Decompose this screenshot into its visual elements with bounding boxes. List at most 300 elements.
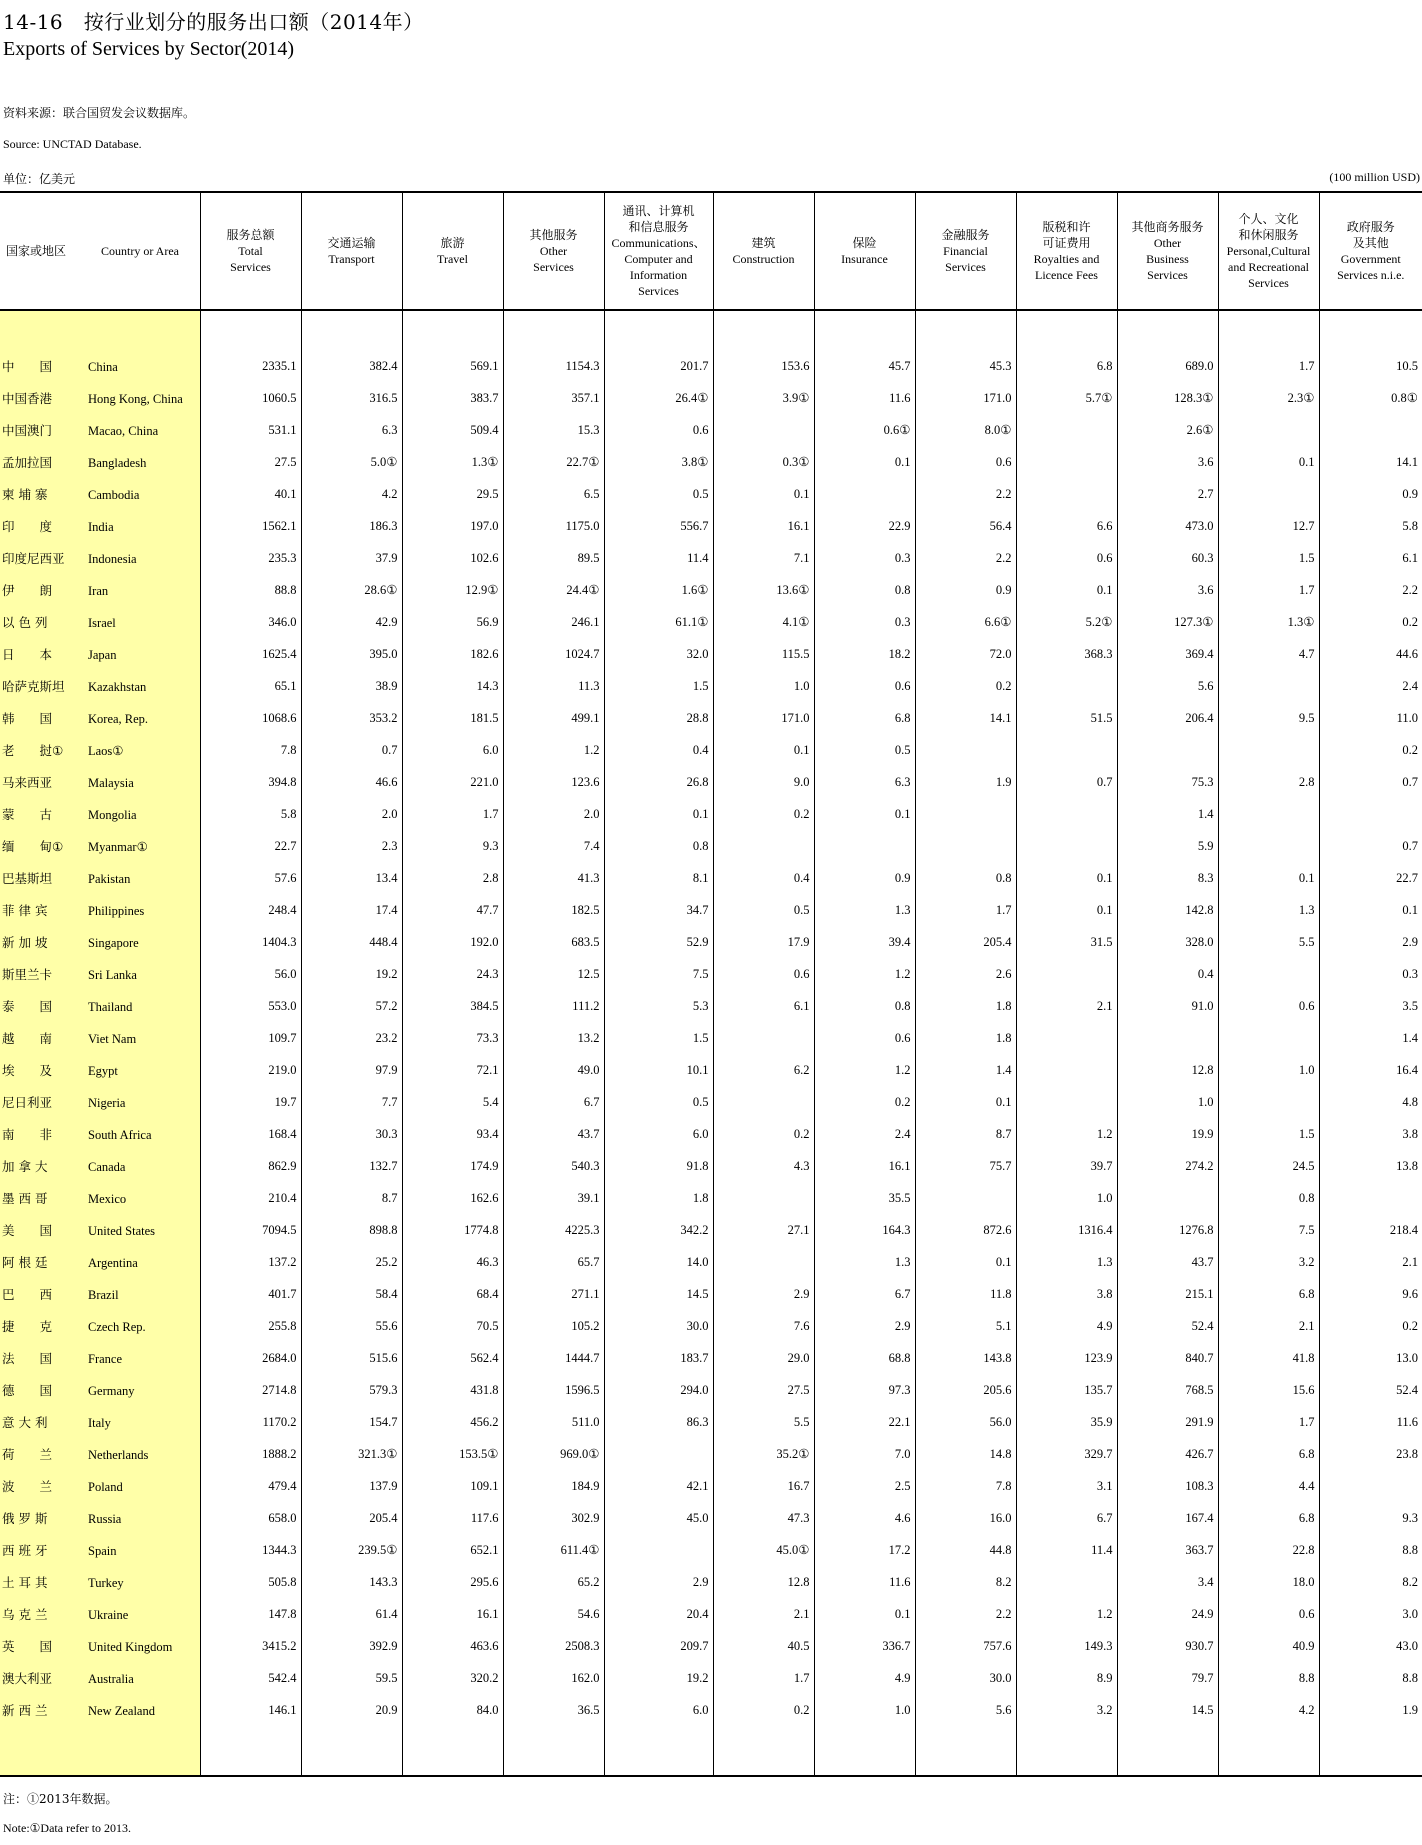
country-name-cn: 哈萨克斯坦 — [2, 679, 65, 694]
value-cell — [1016, 1086, 1117, 1118]
column-header-line: Total — [238, 244, 263, 258]
value-cell: 1444.7 — [503, 1342, 604, 1374]
value-cell: 1.2 — [1016, 1118, 1117, 1150]
value-cell: 12.8 — [1117, 1054, 1218, 1086]
value-cell: 7.0 — [814, 1438, 915, 1470]
value-cell — [604, 310, 713, 350]
value-cell: 1.3 — [1016, 1246, 1117, 1278]
value-cell: 448.4 — [301, 926, 402, 958]
value-cell: 0.2 — [713, 1694, 814, 1726]
value-cell: 20.4 — [604, 1598, 713, 1630]
value-cell: 22.1 — [814, 1406, 915, 1438]
country-name-en: New Zealand — [88, 1704, 155, 1718]
country-name-en: Philippines — [88, 904, 145, 918]
value-cell: 0.8 — [604, 830, 713, 862]
country-name-en: China — [88, 360, 118, 374]
value-cell: 14.8 — [915, 1438, 1016, 1470]
table-row — [0, 510, 1422, 542]
value-cell: 1.2 — [1016, 1598, 1117, 1630]
country-name-cn: 柬 埔 寨 — [2, 487, 48, 502]
table-row — [0, 574, 1422, 606]
value-cell: 1154.3 — [503, 350, 604, 382]
column-header — [604, 192, 713, 310]
country-name-cn: 中国澳门 — [2, 423, 53, 438]
value-cell: 392.9 — [301, 1630, 402, 1662]
country-cell — [0, 1054, 200, 1086]
value-cell: 5.7① — [1016, 382, 1117, 414]
value-cell: 109.1 — [402, 1470, 503, 1502]
value-cell: 39.4 — [814, 926, 915, 958]
value-cell: 1.0 — [1218, 1054, 1319, 1086]
value-cell — [1117, 734, 1218, 766]
value-cell: 1774.8 — [402, 1214, 503, 1246]
value-cell — [1218, 1726, 1319, 1776]
value-cell: 2.8 — [402, 862, 503, 894]
country-cell — [0, 638, 200, 670]
value-cell: 6.5 — [503, 478, 604, 510]
country-cell — [0, 606, 200, 638]
value-cell: 35.9 — [1016, 1406, 1117, 1438]
value-cell: 183.7 — [604, 1342, 713, 1374]
value-cell: 40.1 — [200, 478, 301, 510]
value-cell: 184.9 — [503, 1470, 604, 1502]
value-cell: 291.9 — [1117, 1406, 1218, 1438]
value-cell: 0.2 — [1319, 1310, 1422, 1342]
value-cell: 2.5 — [814, 1470, 915, 1502]
value-cell: 42.9 — [301, 606, 402, 638]
value-cell: 68.4 — [402, 1278, 503, 1310]
country-cell — [0, 894, 200, 926]
value-cell: 51.5 — [1016, 702, 1117, 734]
value-cell: 1596.5 — [503, 1374, 604, 1406]
value-cell — [1218, 958, 1319, 990]
value-cell: 2684.0 — [200, 1342, 301, 1374]
value-cell: 5.3 — [604, 990, 713, 1022]
value-cell: 58.4 — [301, 1278, 402, 1310]
column-header-line: Licence Fees — [1035, 268, 1098, 282]
value-cell: 19.7 — [200, 1086, 301, 1118]
country-name-en: Egypt — [88, 1064, 118, 1078]
value-cell: 5.9 — [1117, 830, 1218, 862]
value-cell: 1316.4 — [1016, 1214, 1117, 1246]
country-cell — [0, 862, 200, 894]
country-cell — [0, 446, 200, 478]
value-cell: 18.2 — [814, 638, 915, 670]
value-cell: 9.3 — [1319, 1502, 1422, 1534]
value-cell: 22.7 — [1319, 862, 1422, 894]
value-cell: 0.6 — [604, 414, 713, 446]
value-cell: 164.3 — [814, 1214, 915, 1246]
value-cell: 1.7 — [1218, 350, 1319, 382]
value-cell: 579.3 — [301, 1374, 402, 1406]
value-cell: 28.6① — [301, 574, 402, 606]
value-cell: 111.2 — [503, 990, 604, 1022]
country-name-cn: 波 兰 — [2, 1479, 53, 1494]
value-cell — [604, 1534, 713, 1566]
table-row — [0, 990, 1422, 1022]
country-name-cn: 新 加 坡 — [2, 935, 48, 950]
value-cell: 1024.7 — [503, 638, 604, 670]
value-cell: 14.0 — [604, 1246, 713, 1278]
page-title-cn — [3, 6, 424, 35]
column-header-line: 政府服务 — [1346, 220, 1395, 234]
value-cell: 255.8 — [200, 1310, 301, 1342]
value-cell: 16.1 — [814, 1150, 915, 1182]
table-row — [0, 1662, 1422, 1694]
value-cell: 302.9 — [503, 1502, 604, 1534]
value-cell: 40.9 — [1218, 1630, 1319, 1662]
country-name-en: Canada — [88, 1160, 126, 1174]
value-cell: 47.3 — [713, 1502, 814, 1534]
value-cell: 0.5 — [814, 734, 915, 766]
table-row — [0, 702, 1422, 734]
value-cell: 0.5 — [604, 478, 713, 510]
table-row — [0, 1214, 1422, 1246]
value-cell: 4.6 — [814, 1502, 915, 1534]
value-cell: 61.1① — [604, 606, 713, 638]
value-cell: 174.9 — [402, 1150, 503, 1182]
value-cell: 0.7 — [1016, 766, 1117, 798]
value-cell: 3.4 — [1117, 1566, 1218, 1598]
country-name-cn: 印 度 — [2, 519, 53, 534]
country-name-cn: 中 国 — [2, 359, 53, 374]
value-cell: 1.0 — [713, 670, 814, 702]
value-cell: 221.0 — [402, 766, 503, 798]
value-cell: 142.8 — [1117, 894, 1218, 926]
value-cell: 8.0① — [915, 414, 1016, 446]
value-cell: 17.2 — [814, 1534, 915, 1566]
value-cell: 499.1 — [503, 702, 604, 734]
column-header-line: 个人、文化 — [1238, 212, 1299, 226]
value-cell: 0.2 — [713, 1118, 814, 1150]
column-header-line: 版税和许 — [1042, 220, 1091, 234]
value-cell: 6.0 — [604, 1118, 713, 1150]
country-name-cn: 巴基斯坦 — [2, 871, 53, 886]
value-cell: 109.7 — [200, 1022, 301, 1054]
value-cell: 0.3 — [1319, 958, 1422, 990]
value-cell — [402, 310, 503, 350]
value-cell: 102.6 — [402, 542, 503, 574]
value-cell: 1.5 — [604, 670, 713, 702]
value-cell: 205.4 — [915, 926, 1016, 958]
value-cell: 11.4 — [1016, 1534, 1117, 1566]
country-name-en: Spain — [88, 1544, 117, 1558]
table-row — [0, 446, 1422, 478]
country-name-en: Laos① — [88, 744, 124, 758]
value-cell: 27.5 — [200, 446, 301, 478]
value-cell: 2.8 — [1218, 766, 1319, 798]
country-cell — [0, 1022, 200, 1054]
page-title-en: Exports of Services by Sector(2014) — [3, 38, 295, 60]
value-cell: 30.0 — [604, 1310, 713, 1342]
value-cell — [915, 310, 1016, 350]
value-cell: 137.9 — [301, 1470, 402, 1502]
value-cell: 4225.3 — [503, 1214, 604, 1246]
value-cell: 463.6 — [402, 1630, 503, 1662]
value-cell: 15.6 — [1218, 1374, 1319, 1406]
value-cell: 3.6 — [1117, 574, 1218, 606]
value-cell: 42.1 — [604, 1470, 713, 1502]
country-name-en: Thailand — [88, 1000, 133, 1014]
value-cell: 97.9 — [301, 1054, 402, 1086]
value-cell: 369.4 — [1117, 638, 1218, 670]
value-cell: 295.6 — [402, 1566, 503, 1598]
value-cell: 426.7 — [1117, 1438, 1218, 1470]
value-cell: 316.5 — [301, 382, 402, 414]
value-cell: 8.2 — [1319, 1566, 1422, 1598]
value-cell: 1.3① — [1218, 606, 1319, 638]
country-cell — [0, 1534, 200, 1566]
value-cell: 24.4① — [503, 574, 604, 606]
value-cell: 6.8 — [1218, 1438, 1319, 1470]
value-cell: 329.7 — [1016, 1438, 1117, 1470]
value-cell: 6.1 — [1319, 542, 1422, 574]
country-name-cn: 泰 国 — [2, 999, 53, 1014]
value-cell: 3.9① — [713, 382, 814, 414]
value-cell: 65.7 — [503, 1246, 604, 1278]
value-cell: 248.4 — [200, 894, 301, 926]
column-header-line: Communications、 — [611, 236, 706, 250]
country-name-cn: 荷 兰 — [2, 1447, 53, 1462]
country-cell — [0, 830, 200, 862]
table-row — [0, 1310, 1422, 1342]
table-row — [0, 926, 1422, 958]
country-cell — [0, 1630, 200, 1662]
value-cell: 4.2 — [1218, 1694, 1319, 1726]
country-cell — [0, 1182, 200, 1214]
header-country-en: Country or Area — [101, 244, 179, 258]
value-cell: 0.2 — [814, 1086, 915, 1118]
country-name-cn: 缅 甸① — [2, 839, 64, 854]
column-header-line: Government — [1340, 252, 1401, 266]
column-header-line: Travel — [437, 252, 468, 266]
column-header-line: 其他商务服务 — [1131, 220, 1204, 234]
value-cell: 562.4 — [402, 1342, 503, 1374]
value-cell: 862.9 — [200, 1150, 301, 1182]
value-cell: 45.7 — [814, 350, 915, 382]
value-cell: 13.4 — [301, 862, 402, 894]
country-name-cn: 捷 克 — [2, 1319, 53, 1334]
value-cell: 219.0 — [200, 1054, 301, 1086]
column-header-line: Services — [945, 260, 986, 274]
value-cell — [1117, 1182, 1218, 1214]
value-cell: 206.4 — [1117, 702, 1218, 734]
value-cell: 1625.4 — [200, 638, 301, 670]
value-cell: 2.9 — [1319, 926, 1422, 958]
value-cell: 658.0 — [200, 1502, 301, 1534]
value-cell: 72.0 — [915, 638, 1016, 670]
value-cell: 2714.8 — [200, 1374, 301, 1406]
value-cell: 0.7 — [1319, 830, 1422, 862]
value-cell: 2.9 — [713, 1278, 814, 1310]
column-header-line: Services — [1147, 268, 1188, 282]
value-cell: 3.0 — [1319, 1598, 1422, 1630]
country-name-en: Poland — [88, 1480, 123, 1494]
value-cell — [1117, 1022, 1218, 1054]
value-cell: 1.3 — [814, 894, 915, 926]
value-cell: 0.6 — [713, 958, 814, 990]
country-cell — [0, 1118, 200, 1150]
value-cell: 105.2 — [503, 1310, 604, 1342]
value-cell: 431.8 — [402, 1374, 503, 1406]
column-header-line: Services — [638, 284, 679, 298]
value-cell: 6.7 — [814, 1278, 915, 1310]
value-cell: 3.5 — [1319, 990, 1422, 1022]
value-cell: 1.0 — [1117, 1086, 1218, 1118]
country-name-cn: 蒙 古 — [2, 807, 53, 822]
value-cell: 509.4 — [402, 414, 503, 446]
country-name-en: Hong Kong, China — [88, 392, 183, 406]
value-cell: 872.6 — [915, 1214, 1016, 1246]
value-cell: 4.1① — [713, 606, 814, 638]
value-cell: 0.1 — [915, 1246, 1016, 1278]
value-cell: 26.8 — [604, 766, 713, 798]
value-cell: 553.0 — [200, 990, 301, 1022]
column-header-line: 服务总额 — [226, 228, 275, 242]
value-cell: 36.5 — [503, 1694, 604, 1726]
country-name-en: Bangladesh — [88, 456, 147, 470]
value-cell: 0.8 — [915, 862, 1016, 894]
value-cell: 16.4 — [1319, 1054, 1422, 1086]
value-cell: 6.8 — [1016, 350, 1117, 382]
value-cell: 1404.3 — [200, 926, 301, 958]
value-cell: 43.7 — [1117, 1246, 1218, 1278]
value-cell: 246.1 — [503, 606, 604, 638]
table-row — [0, 894, 1422, 926]
value-cell — [1016, 958, 1117, 990]
value-cell: 26.4① — [604, 382, 713, 414]
value-cell: 11.4 — [604, 542, 713, 574]
country-cell — [0, 414, 200, 446]
country-name-cn: 西 班 牙 — [2, 1543, 48, 1558]
value-cell — [1016, 670, 1117, 702]
value-cell: 1.3① — [402, 446, 503, 478]
value-cell: 2.2 — [915, 478, 1016, 510]
table-row — [0, 1118, 1422, 1150]
value-cell: 60.3 — [1117, 542, 1218, 574]
value-cell: 401.7 — [200, 1278, 301, 1310]
value-cell: 209.7 — [604, 1630, 713, 1662]
value-cell: 1.0 — [814, 1694, 915, 1726]
value-cell: 11.6 — [814, 1566, 915, 1598]
country-cell — [0, 1278, 200, 1310]
table-row — [0, 414, 1422, 446]
country-name-en: Kazakhstan — [88, 680, 147, 694]
table-row — [0, 1246, 1422, 1278]
value-cell: 0.6 — [915, 446, 1016, 478]
value-cell: 0.3 — [814, 542, 915, 574]
value-cell: 511.0 — [503, 1406, 604, 1438]
value-cell: 23.2 — [301, 1022, 402, 1054]
value-cell: 37.9 — [301, 542, 402, 574]
value-cell: 2.9 — [604, 1566, 713, 1598]
table-row — [0, 350, 1422, 382]
table-row — [0, 1182, 1422, 1214]
value-cell: 5.5 — [713, 1406, 814, 1438]
table-row — [0, 1278, 1422, 1310]
value-cell: 1562.1 — [200, 510, 301, 542]
value-cell: 2.9 — [814, 1310, 915, 1342]
value-cell: 218.4 — [1319, 1214, 1422, 1246]
value-cell: 30.0 — [915, 1662, 1016, 1694]
value-cell: 3.1 — [1016, 1470, 1117, 1502]
value-cell: 45.3 — [915, 350, 1016, 382]
value-cell — [1218, 1022, 1319, 1054]
value-cell: 7.5 — [1218, 1214, 1319, 1246]
table-row — [0, 734, 1422, 766]
value-cell: 59.5 — [301, 1662, 402, 1694]
value-cell: 1.5 — [604, 1022, 713, 1054]
value-cell: 689.0 — [1117, 350, 1218, 382]
country-name-cn: 印度尼西亚 — [2, 551, 65, 566]
value-cell: 0.4 — [604, 734, 713, 766]
value-cell: 7.5 — [604, 958, 713, 990]
column-header — [200, 192, 301, 310]
value-cell — [1016, 734, 1117, 766]
value-cell — [713, 830, 814, 862]
value-cell: 556.7 — [604, 510, 713, 542]
value-cell: 14.5 — [1117, 1694, 1218, 1726]
value-cell: 43.0 — [1319, 1630, 1422, 1662]
value-cell: 35.5 — [814, 1182, 915, 1214]
value-cell: 1.4 — [915, 1054, 1016, 1086]
value-cell: 54.6 — [503, 1598, 604, 1630]
value-cell: 5.8 — [200, 798, 301, 830]
value-cell: 8.3 — [1117, 862, 1218, 894]
country-name-en: Myanmar① — [88, 840, 148, 854]
value-cell — [1218, 670, 1319, 702]
value-cell — [402, 1726, 503, 1776]
value-cell — [1016, 1566, 1117, 1598]
value-cell: 22.9 — [814, 510, 915, 542]
value-cell: 8.7 — [915, 1118, 1016, 1150]
country-name-en: South Africa — [88, 1128, 152, 1142]
column-header-line: Business — [1146, 252, 1189, 266]
value-cell: 49.0 — [503, 1054, 604, 1086]
table-row — [0, 1566, 1422, 1598]
table-row — [0, 1534, 1422, 1566]
country-name-cn: 孟加拉国 — [2, 455, 53, 470]
value-cell: 210.4 — [200, 1182, 301, 1214]
value-cell: 0.9 — [915, 574, 1016, 606]
value-cell: 8.1 — [604, 862, 713, 894]
value-cell — [1218, 1086, 1319, 1118]
column-header-line: Insurance — [841, 252, 888, 266]
value-cell: 128.3① — [1117, 382, 1218, 414]
value-cell — [1016, 1726, 1117, 1776]
value-cell: 0.8 — [1218, 1182, 1319, 1214]
country-name-en: Brazil — [88, 1288, 119, 1302]
value-cell: 123.9 — [1016, 1342, 1117, 1374]
table-row — [0, 862, 1422, 894]
value-cell: 61.4 — [301, 1598, 402, 1630]
value-cell: 2335.1 — [200, 350, 301, 382]
table-row — [0, 1630, 1422, 1662]
column-header — [503, 192, 604, 310]
value-cell: 186.3 — [301, 510, 402, 542]
value-cell: 2.0 — [503, 798, 604, 830]
value-cell — [1319, 1182, 1422, 1214]
country-cell — [0, 510, 200, 542]
value-cell: 13.0 — [1319, 1342, 1422, 1374]
country-cell — [0, 1406, 200, 1438]
column-header-line: Services — [533, 260, 574, 274]
column-header-line: 其他服务 — [529, 228, 578, 242]
value-cell: 1.2 — [503, 734, 604, 766]
value-cell: 127.3① — [1117, 606, 1218, 638]
value-cell: 515.6 — [301, 1342, 402, 1374]
table-row — [0, 1022, 1422, 1054]
